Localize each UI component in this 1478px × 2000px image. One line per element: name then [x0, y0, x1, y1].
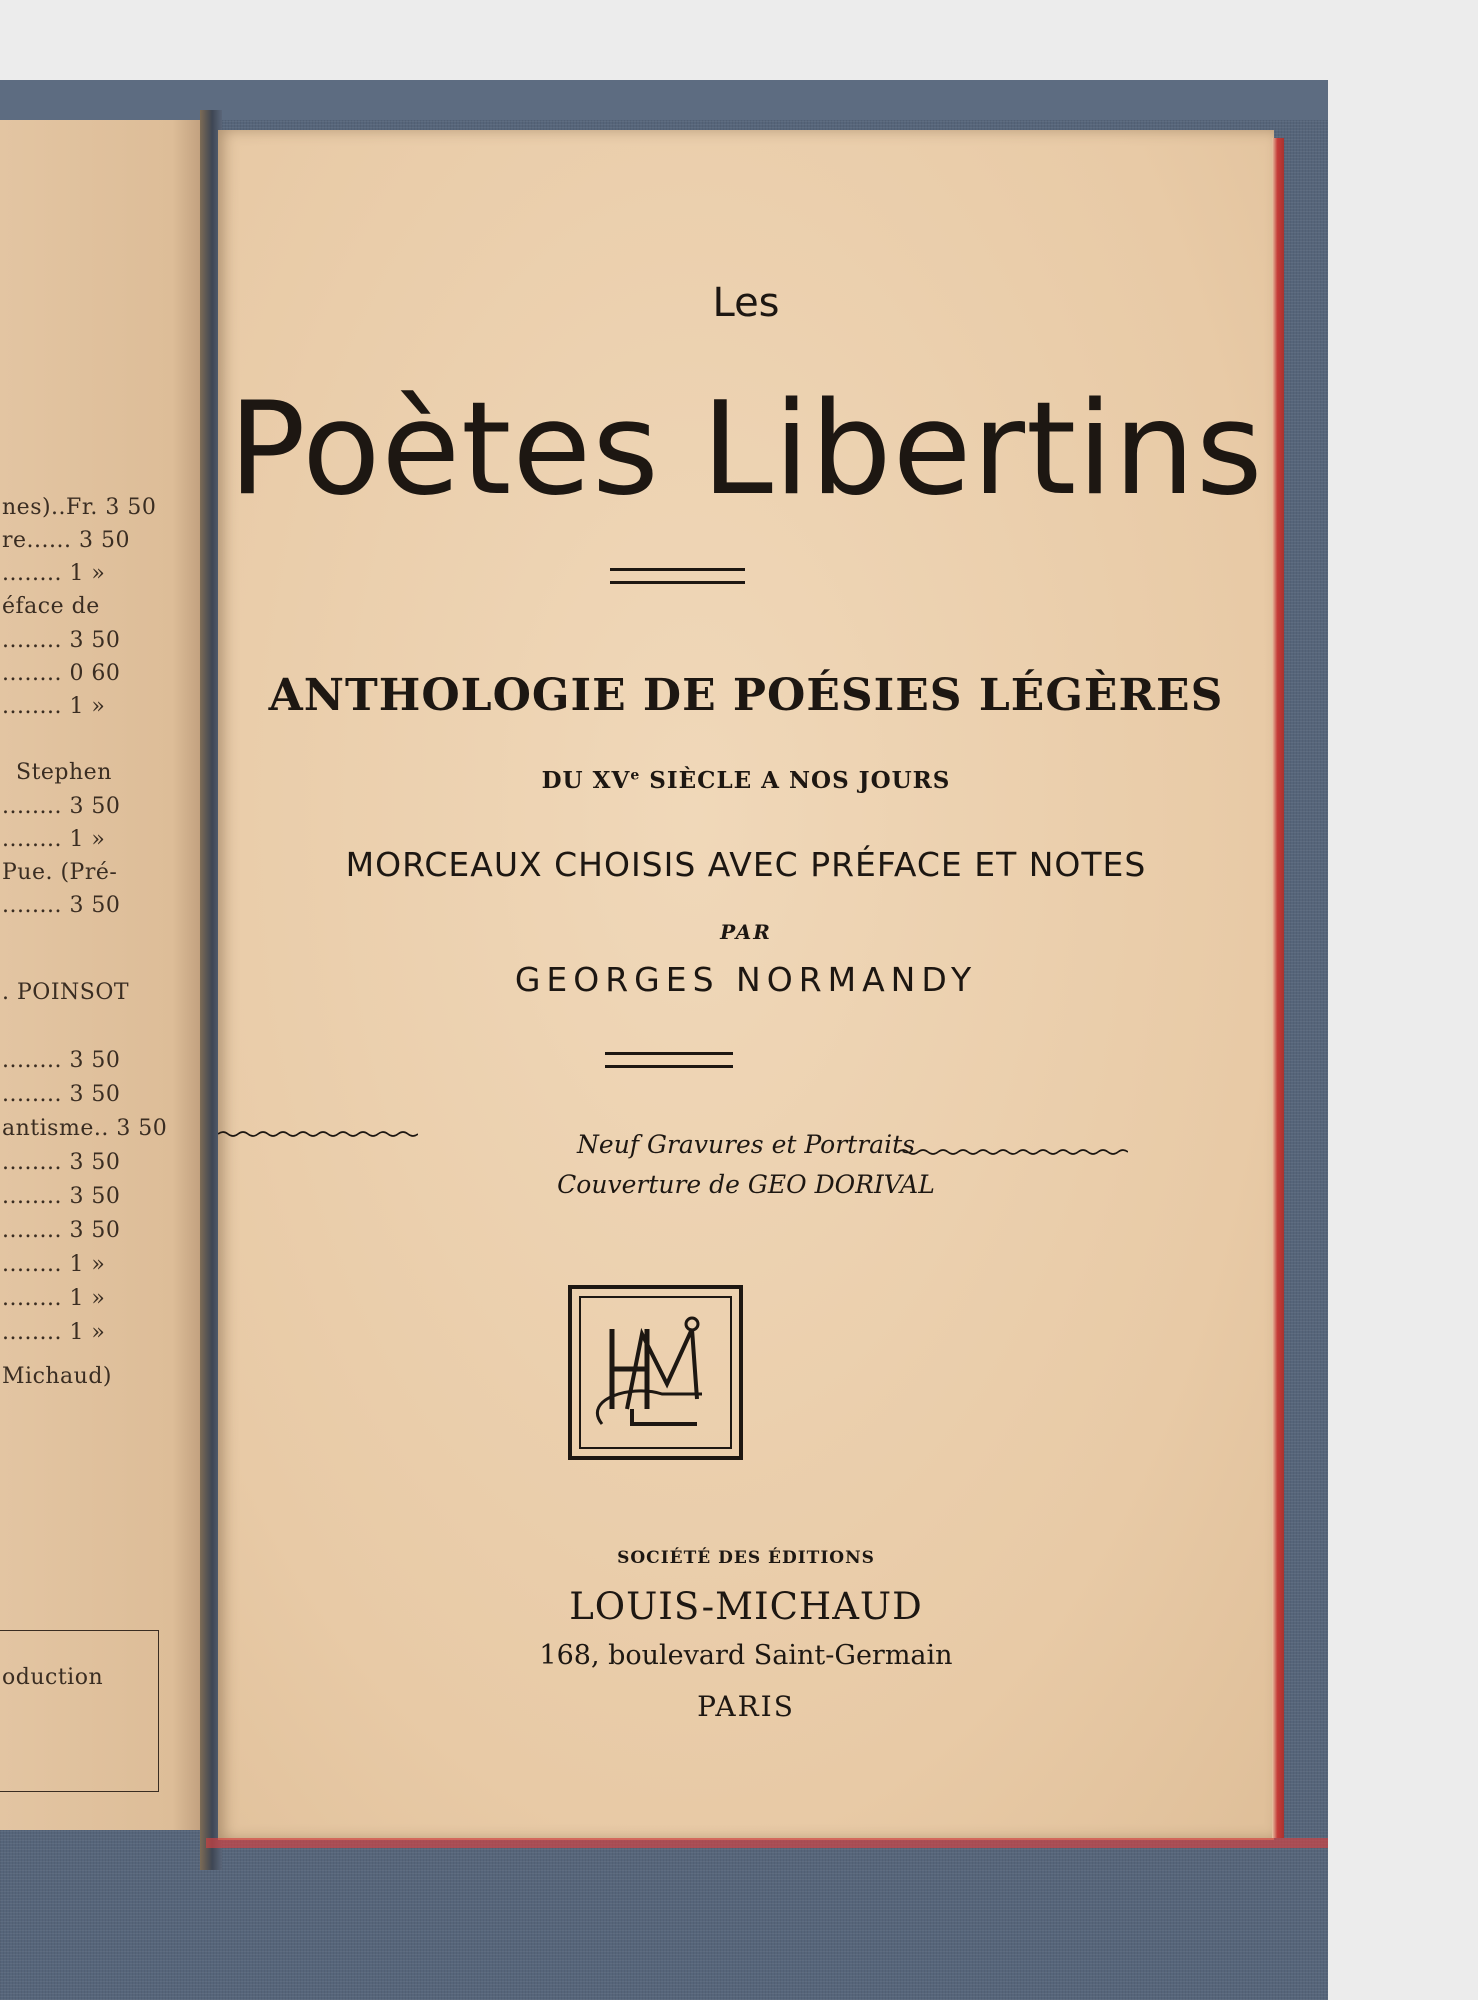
left-page-line: ........ 1 » — [2, 1320, 106, 1345]
subtitle: ANTHOLOGIE DE POÉSIES LÉGÈRES — [268, 670, 1224, 721]
left-page-line: ........ 3 50 — [2, 1184, 121, 1209]
double-rule — [610, 568, 745, 584]
left-page-line: ........ 1 » — [2, 1252, 106, 1277]
publisher-address: 168, boulevard Saint-Germain — [539, 1640, 953, 1671]
left-page-line: ........ 3 50 — [2, 1218, 121, 1243]
selection-line: MORCEAUX CHOISIS AVEC PRÉFACE ET NOTES — [345, 845, 1147, 884]
left-page-line: éface de — [2, 594, 100, 619]
century-line: DU XVe SIÈCLE A NOS JOURS — [541, 767, 951, 794]
left-page-line: nes)..Fr. 3 50 — [2, 495, 157, 520]
publisher-intro: SOCIÉTÉ DES ÉDITIONS — [617, 1548, 875, 1568]
publisher-city: PARIS — [697, 1690, 795, 1723]
left-page-line: ........ 1 » — [2, 1286, 106, 1311]
left-page-line: . POINSOT — [2, 980, 130, 1005]
left-page-frame — [0, 1630, 159, 1792]
left-page-line: antisme.. 3 50 — [2, 1116, 168, 1141]
left-page-line: oduction — [2, 1665, 104, 1690]
title-page — [218, 130, 1274, 1840]
publisher-name: LOUIS-MICHAUD — [569, 1585, 923, 1628]
red-bottom-edge — [206, 1838, 1328, 1848]
engravings-line: Neuf Gravures et Portraits — [577, 1130, 915, 1159]
left-page-line: ........ 3 50 — [2, 794, 121, 819]
publisher-monogram-logo — [568, 1285, 743, 1460]
left-page — [0, 120, 210, 1830]
left-page-line: re...... 3 50 — [2, 528, 130, 553]
left-page-line: ........ 3 50 — [2, 1150, 121, 1175]
cover-credit: Couverture de GEO DORIVAL — [557, 1170, 935, 1199]
left-page-line: Stephen — [16, 760, 112, 785]
title-les: Les — [712, 280, 780, 326]
left-page-line: ........ 3 50 — [2, 1048, 121, 1073]
left-page-line: ........ 1 » — [2, 827, 106, 852]
red-page-edge — [1272, 138, 1284, 1838]
left-page-line: ........ 3 50 — [2, 1082, 121, 1107]
left-page-line: ........ 3 50 — [2, 893, 121, 918]
left-page-line: ........ 1 » — [2, 561, 106, 586]
par-line: PAR — [720, 920, 772, 944]
left-page-line: ........ 1 » — [2, 694, 106, 719]
double-rule — [605, 1052, 733, 1068]
left-page-line: Pue. (Pré- — [2, 860, 118, 885]
left-page-line: Michaud) — [2, 1364, 113, 1389]
book-title: Poètes Libertins — [228, 375, 1264, 524]
left-page-line: ........ 3 50 — [2, 628, 121, 653]
left-page-line: ........ 0 60 — [2, 661, 121, 686]
author-name: GEORGES NORMANDY — [514, 960, 978, 999]
